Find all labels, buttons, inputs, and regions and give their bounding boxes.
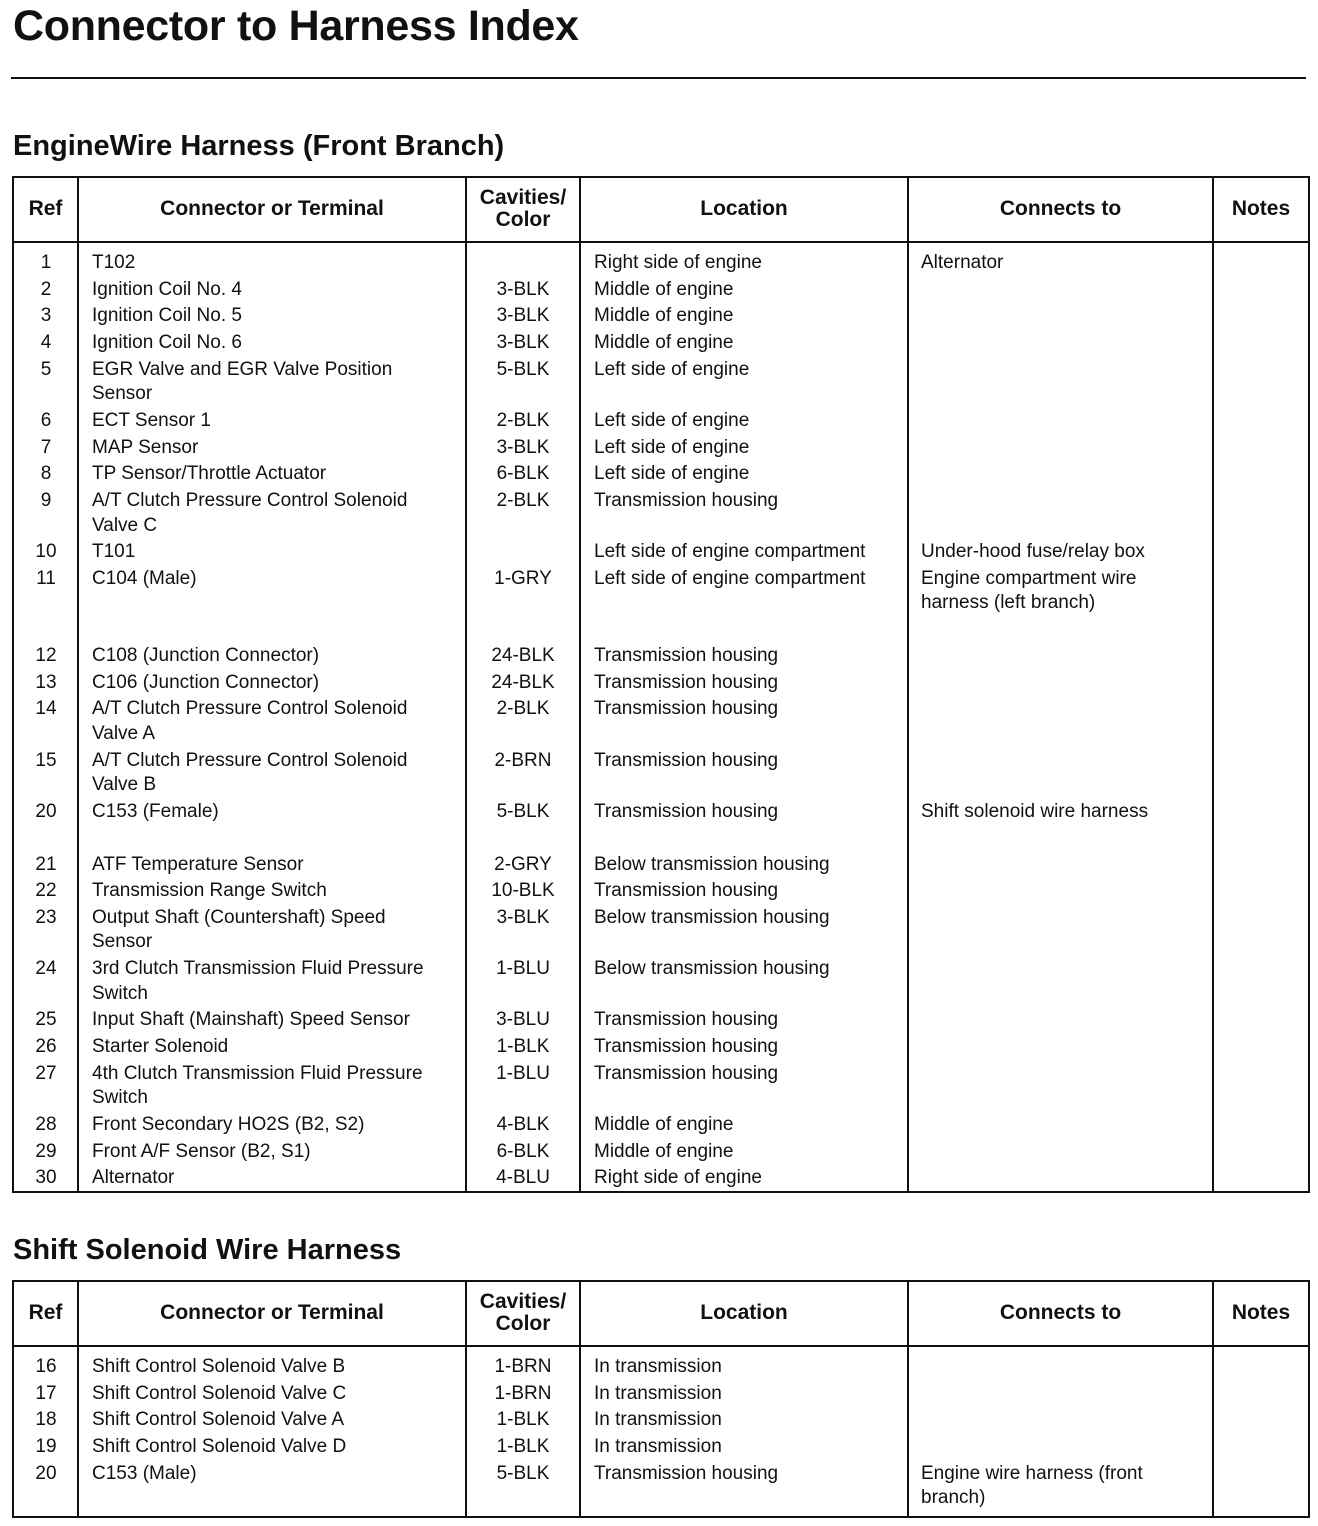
table-row	[14, 489, 1308, 540]
table-body	[14, 1355, 1308, 1513]
row-location: Transmission housing	[594, 1462, 779, 1484]
row-cavities: 2-GRY	[494, 853, 552, 875]
row-cavities: 1-BLU	[496, 958, 550, 980]
row-ref: 18	[35, 1409, 57, 1431]
row-connector: Alternator	[92, 1167, 175, 1189]
table-row	[14, 1408, 1308, 1435]
table-row	[14, 1435, 1308, 1462]
row-location: Below transmission housing	[594, 853, 830, 875]
row-connector: 4th Clutch Transmission Fluid Pressure Switch	[92, 1062, 423, 1109]
row-location: Transmission housing	[594, 749, 779, 771]
row-location: Left side of engine	[594, 358, 750, 380]
table-row	[14, 1035, 1308, 1062]
row-ref: 6	[40, 409, 52, 431]
row-connector: Ignition Coil No. 4	[92, 278, 242, 300]
table-row	[14, 800, 1308, 853]
row-location: Middle of engine	[594, 305, 734, 327]
table-row	[14, 906, 1308, 957]
column-header-ref: Ref	[28, 197, 63, 220]
table-row	[14, 278, 1308, 305]
row-ref: 10	[35, 541, 57, 563]
row-connects-to: Under-hood fuse/relay box	[921, 541, 1145, 563]
row-cavities: 1-BRN	[494, 1382, 552, 1404]
row-location: In transmission	[594, 1356, 722, 1377]
row-connector: Output Shaft (Countershaft) Speed Sensor	[92, 906, 386, 953]
row-connector: C106 (Junction Connector)	[92, 671, 320, 693]
table-row	[14, 304, 1308, 331]
row-ref: 25	[35, 1009, 57, 1031]
row-location: Middle of engine	[594, 278, 734, 300]
table-row	[14, 331, 1308, 358]
table-row	[14, 1113, 1308, 1140]
table-row	[14, 644, 1308, 671]
table-row	[14, 567, 1308, 644]
row-location: Left side of engine	[594, 436, 750, 458]
row-location: In transmission	[594, 1382, 722, 1404]
column-header-location: Location	[700, 1301, 788, 1324]
row-location: Transmission housing	[594, 645, 779, 667]
row-ref: 15	[35, 749, 57, 771]
row-location: Left side of engine compartment	[594, 541, 866, 563]
column-header-connects-to: Connects to	[999, 1301, 1122, 1324]
row-connector: Shift Control Solenoid Valve A	[92, 1409, 345, 1431]
row-ref: 2	[40, 278, 52, 300]
table-row	[14, 436, 1308, 463]
table-row	[14, 1355, 1308, 1382]
table-row	[14, 671, 1308, 698]
row-connector: Input Shaft (Mainshaft) Speed Sensor	[92, 1009, 410, 1031]
row-cavities: 1-GRY	[494, 567, 552, 589]
row-location: Transmission housing	[594, 800, 779, 822]
row-ref: 20	[35, 800, 57, 822]
row-location: Transmission housing	[594, 1009, 779, 1031]
row-ref: 16	[35, 1356, 57, 1377]
row-connects-to: Engine compartment wire harness (left branch)	[921, 567, 1137, 614]
table-row	[14, 409, 1308, 436]
column-header-connector: Connector or Terminal	[160, 1301, 384, 1324]
row-ref: 19	[35, 1436, 57, 1458]
column-header-location: Location	[700, 197, 788, 220]
row-ref: 30	[35, 1167, 57, 1189]
column-header-notes: Notes	[1231, 1301, 1291, 1324]
table-row	[14, 1008, 1308, 1035]
engine-harness-table	[12, 176, 1310, 1193]
row-cavities: 3-BLU	[496, 1009, 550, 1031]
row-connector: Shift Control Solenoid Valve D	[92, 1436, 347, 1458]
table-body	[14, 251, 1308, 1193]
row-connector: C108 (Junction Connector)	[92, 645, 320, 667]
row-cavities: 3-BLK	[496, 906, 550, 928]
row-cavities: 3-BLK	[496, 305, 550, 327]
row-ref: 8	[40, 463, 52, 485]
row-connector: Starter Solenoid	[92, 1035, 229, 1057]
row-connector: Front A/F Sensor (B2, S1)	[92, 1140, 311, 1162]
row-cavities: 10-BLK	[491, 880, 555, 902]
column-header-connects-to: Connects to	[999, 197, 1122, 220]
row-cavities: 5-BLK	[496, 358, 550, 380]
row-ref: 21	[35, 853, 57, 875]
row-cavities: 4-BLU	[496, 1167, 550, 1189]
row-cavities: 1-BLK	[496, 1436, 550, 1458]
row-location: Left side of engine	[594, 463, 750, 485]
table-row	[14, 697, 1308, 748]
row-connector: A/T Clutch Pressure Control Solenoid Valve B	[92, 749, 408, 796]
row-connector: ECT Sensor 1	[92, 409, 211, 431]
row-ref: 26	[35, 1035, 57, 1057]
row-cavities: 1-BLK	[496, 1035, 550, 1057]
row-ref: 13	[35, 671, 57, 693]
row-connects-to: Engine wire harness (front branch)	[921, 1462, 1143, 1509]
row-location: Transmission housing	[594, 1062, 779, 1084]
row-connector: Transmission Range Switch	[92, 880, 327, 902]
row-location: Transmission housing	[594, 490, 779, 511]
row-connector: T101	[92, 541, 136, 563]
row-connects-to: Alternator	[921, 252, 1004, 273]
row-connector: MAP Sensor	[92, 436, 199, 458]
row-ref: 24	[35, 958, 57, 980]
row-cavities: 24-BLK	[491, 671, 555, 693]
row-location: Middle of engine	[594, 1140, 734, 1162]
row-connector: C104 (Male)	[92, 567, 197, 589]
row-location: Transmission housing	[594, 698, 779, 720]
row-cavities: 1-BLK	[496, 1409, 550, 1431]
row-connector: EGR Valve and EGR Valve Position Sensor	[92, 358, 393, 405]
row-cavities: 5-BLK	[496, 1462, 550, 1484]
row-location: Transmission housing	[594, 1035, 779, 1057]
row-location: Below transmission housing	[594, 906, 830, 928]
row-location: Transmission housing	[594, 880, 779, 902]
row-connector: Ignition Coil No. 5	[92, 305, 242, 327]
row-location: Left side of engine compartment	[594, 567, 866, 589]
row-location: Right side of engine	[594, 1167, 762, 1189]
row-cavities: 6-BLK	[496, 1140, 550, 1162]
section-title-shift-solenoid-harness: Shift Solenoid Wire Harness	[13, 1234, 402, 1266]
row-cavities: 3-BLK	[496, 332, 550, 354]
table-row	[14, 1062, 1308, 1113]
row-location: Right side of engine	[594, 252, 762, 273]
table-row	[14, 1166, 1308, 1193]
table-row	[14, 540, 1308, 567]
table-row	[14, 853, 1308, 880]
row-location: Below transmission housing	[594, 958, 830, 980]
row-connector: Shift Control Solenoid Valve B	[92, 1356, 346, 1377]
table-row	[14, 1462, 1308, 1513]
column-header-notes: Notes	[1231, 197, 1291, 220]
row-ref: 22	[35, 880, 57, 902]
table-row	[14, 462, 1308, 489]
row-cavities: 1-BRN	[494, 1356, 552, 1377]
column-header-cavities: Cavities/ Color	[479, 1290, 567, 1335]
row-ref: 9	[40, 490, 52, 511]
row-connects-to: Shift solenoid wire harness	[921, 800, 1149, 822]
row-cavities: 3-BLK	[496, 278, 550, 300]
column-header-ref: Ref	[28, 1301, 63, 1324]
row-ref: 23	[35, 906, 57, 928]
table-row	[14, 251, 1308, 278]
row-connector: C153 (Male)	[92, 1462, 197, 1484]
row-ref: 12	[35, 645, 57, 667]
row-ref: 17	[35, 1382, 57, 1404]
row-connector: ATF Temperature Sensor	[92, 853, 304, 875]
table-row	[14, 957, 1308, 1008]
row-connector: A/T Clutch Pressure Control Solenoid Valve C	[92, 490, 408, 536]
column-header-connector: Connector or Terminal	[160, 197, 384, 220]
row-ref: 5	[40, 358, 52, 380]
row-cavities: 6-BLK	[496, 463, 550, 485]
row-location: Left side of engine	[594, 409, 750, 431]
shift-solenoid-harness-table	[12, 1280, 1310, 1518]
row-cavities: 2-BLK	[496, 409, 550, 431]
row-cavities: 1-BLU	[496, 1062, 550, 1084]
row-cavities: 2-BLK	[496, 698, 550, 720]
row-connector: TP Sensor/Throttle Actuator	[92, 463, 327, 485]
row-ref: 1	[40, 252, 52, 273]
table-row	[14, 358, 1308, 409]
row-connector: A/T Clutch Pressure Control Solenoid Valve A	[92, 698, 408, 744]
row-location: In transmission	[594, 1436, 722, 1458]
row-cavities: 24-BLK	[491, 645, 555, 667]
row-ref: 3	[40, 305, 52, 327]
row-ref: 27	[35, 1062, 57, 1084]
row-ref: 29	[35, 1140, 57, 1162]
row-ref: 7	[40, 436, 52, 458]
row-ref: 14	[35, 698, 57, 720]
row-connector: 3rd Clutch Transmission Fluid Pressure Switch	[92, 958, 424, 1004]
row-cavities: 5-BLK	[496, 800, 550, 822]
row-cavities: 4-BLK	[496, 1113, 550, 1135]
row-connector: Front Secondary HO2S (B2, S2)	[92, 1113, 365, 1135]
table-row	[14, 1140, 1308, 1167]
row-location: In transmission	[594, 1409, 722, 1431]
row-ref: 28	[35, 1113, 57, 1135]
table-row	[14, 1382, 1308, 1409]
title-divider	[11, 77, 1306, 79]
column-header-cavities: Cavities/ Color	[479, 186, 567, 231]
row-cavities: 2-BRN	[494, 749, 552, 771]
section-title-engine-harness: EngineWire Harness (Front Branch)	[13, 130, 505, 162]
row-location: Middle of engine	[594, 332, 734, 354]
table-row	[14, 879, 1308, 906]
row-connector: Shift Control Solenoid Valve C	[92, 1382, 347, 1404]
row-connector: C153 (Female)	[92, 800, 219, 822]
table-row	[14, 749, 1308, 800]
row-ref: 4	[40, 332, 52, 354]
page-title: Connector to Harness Index	[13, 2, 579, 50]
row-location: Transmission housing	[594, 671, 779, 693]
row-location: Middle of engine	[594, 1113, 734, 1135]
row-connector: Ignition Coil No. 6	[92, 332, 242, 354]
row-connector: T102	[92, 252, 136, 273]
row-cavities: 2-BLK	[496, 490, 550, 511]
row-ref: 11	[36, 567, 56, 589]
row-cavities: 3-BLK	[496, 436, 550, 458]
row-ref: 20	[35, 1462, 57, 1484]
